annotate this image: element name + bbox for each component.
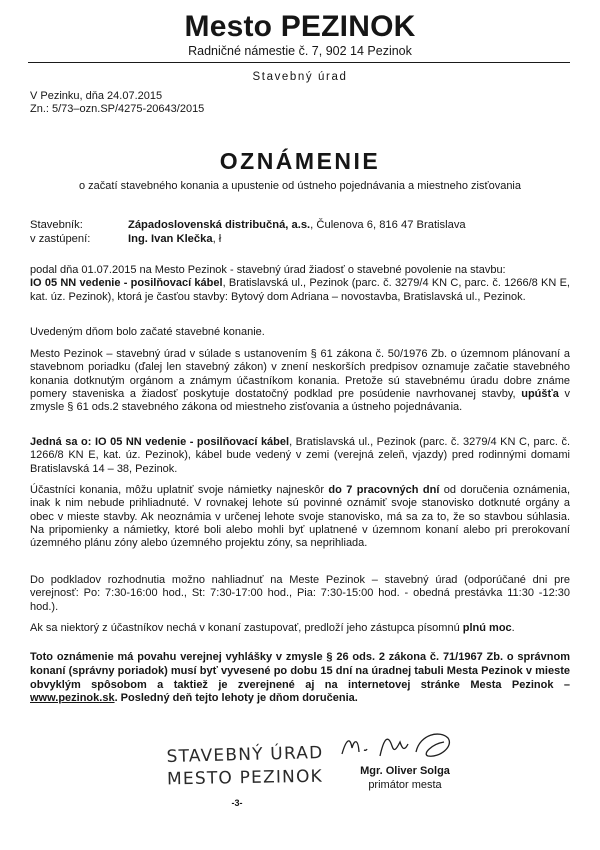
emphasis-text: upúšťa: [521, 387, 559, 400]
project-name: IO 05 NN vedenie - posilňovací kábel: [91, 436, 290, 448]
builder-label: Stavebník:: [30, 219, 83, 231]
paragraph-text: od doručenia oznámenia, inak k nim nebude prihliadnuté. V rovnakej lehote sú povinné oznámiť svoje stanovisko dotknuté orgány a obec v mieste stavby. Ak neoznámia v určenej lehote svoje stanovisko, má sa za to, že so stavbou súhlasia. Na pripomienky a námietky, ktoré boli alebo mohli byť uplatnené v územnom konaní alebo pri prerokovaní územného plánu zóny alebo územného projektu zóny, sa neprihliada.: [30, 484, 571, 550]
project-name: IO 05 NN vedenie - posilňovací kábel: [30, 277, 223, 290]
stamp-line-1: STAVEBNÝ ÚRAD: [166, 742, 324, 768]
page-number: -3-: [231, 798, 243, 808]
deadline-text: do 7 pracovných dní: [328, 484, 440, 496]
office-name: Stavebný úrad: [252, 71, 348, 83]
signer-block: [330, 764, 480, 792]
subject-label: Jedná sa o:: [30, 436, 92, 448]
city-name-heading: Mesto PEZINOK: [184, 10, 416, 43]
paragraph-legal-basis: [30, 348, 570, 414]
notice-title: OZNÁMENIE: [219, 148, 381, 174]
builder-row: [30, 218, 466, 232]
reference-number: Zn.: 5/73–ozn.SP/4275-20643/2015: [30, 103, 205, 115]
website-link[interactable]: www.pezinok.sk: [30, 692, 115, 705]
office-stamp: [165, 742, 325, 790]
handwritten-signature: [336, 726, 466, 768]
paragraph-text: Toto oznámenie má povahu verejnej vyhlášky v zmysle § 26 ods. 2 zákona č. 71/1967 Zb. o správnom konaní (správny poriadok) musí byť vyvesené po dobu 15 dní na úradnej tabuli Mesta Pezinok v mieste obvyklým spôsobom a taktiež je zverejnené aj na internetovej stránke Mesta Pezinok –: [30, 651, 570, 691]
builder-name: Západoslovenská distribučná, a.s.: [128, 219, 311, 231]
notice-subtitle: o začatí stavebného konania a upustenie od ústneho pojednávania a miestneho zisťovania: [79, 180, 521, 192]
representative-value: [128, 232, 221, 246]
representative-label: v zastúpení:: [30, 233, 91, 245]
signer-title: primátor mesta: [368, 779, 442, 791]
representative-row: [30, 232, 466, 246]
document-meta: [30, 90, 204, 116]
paragraph-start: Uvedeným dňom bolo začaté stavebné konanie.: [30, 326, 265, 338]
paragraph-text: v zmysle § 61 ods.2 stavebného zákona od miestneho zisťovania a ústneho pojednávania.: [30, 387, 570, 414]
paragraph-text: Ak sa niektorý z účastníkov nechá v konaní zastupovať, predloží jeho zástupca písomnú: [30, 622, 463, 634]
city-address: Radničné námestie č. 7, 902 14 Pezinok: [188, 44, 412, 58]
paragraph-text: . Posledný deň tejto lehoty je dňom doručenia.: [114, 692, 358, 705]
builder-value: [128, 218, 466, 232]
paragraph-text: , Bratislavská ul., Pezinok (parc. č. 3279/4 KN C, parc. č. 1266/8 KN E, kat. úz. Pezinok), kábel bude vedený v zemi (verejná zeleň, vjazdy) pred rodinnými domami Bratislavská 14 – 38, Pezinok.: [30, 436, 570, 475]
parties-block: [30, 218, 466, 246]
paragraph-text: , Bratislavská ul., Pezinok (parc. č. 3279/4 KN C, parc. č. 1266/8 KN E, kat. úz. Pezinok), ktorá je časťou stavby: Bytový dom Adriana – novostavba, Bratislavská ul., Pezinok.: [30, 277, 570, 303]
paragraph-representation: [30, 622, 570, 635]
paragraph-text: Mesto Pezinok – stavebný úrad v súlade s ustanovením § 61 zákona č. 50/1976 Zb. o územnom plánovaní a stavebnom poriadku (ďalej len stavebný zákon) v znení neskorších predpisov oznamuje začatie stavebného konania dotknutým orgánom a známym účastníkom konania. Pretože sú stavebnému úradu dobre známe pomery staveniska a žiadosť poskytuje dostatočný podklad pre posúdenie navrhovanej stavby,: [30, 348, 570, 400]
emphasis-text: plnú moc: [462, 622, 512, 634]
paragraph-office-hours: Do podkladov rozhodnutia možno nahliadnuť na Meste Pezinok – stavebný úrad (odporúčané dni pre verejnosť: Po: 7:30-16:00 hod., St: 7:30-17:00 hod., Pia: 7:30-15:00 hod. - obedná prestávka 11:30 -12:30 hod.).: [30, 574, 570, 613]
signer-name: Mgr. Oliver Solga: [360, 765, 450, 777]
header-divider: [28, 62, 570, 63]
representative-name: Ing. Ivan Klečka: [128, 233, 213, 245]
paragraph-objections: [30, 484, 570, 550]
date-line: V Pezinku, dňa 24.07.2015: [30, 90, 163, 102]
builder-address: , Čulenova 6, 816 47 Bratislava: [310, 219, 466, 231]
paragraph-text: podal dňa 01.07.2015 na Mesto Pezinok - stavebný úrad žiadosť o stavebné povolenie na stavbu:: [30, 264, 506, 276]
paragraph-text: .: [511, 622, 515, 634]
paragraph-subject: [30, 436, 570, 476]
paragraph-public-notice: [30, 651, 570, 706]
stamp-line-2: MESTO PEZINOK: [166, 766, 324, 790]
paragraph-application: [30, 264, 570, 304]
representative-suffix: , ł: [212, 233, 222, 245]
paragraph-text: Účastníci konania, môžu uplatniť svoje námietky najneskôr: [30, 484, 329, 496]
